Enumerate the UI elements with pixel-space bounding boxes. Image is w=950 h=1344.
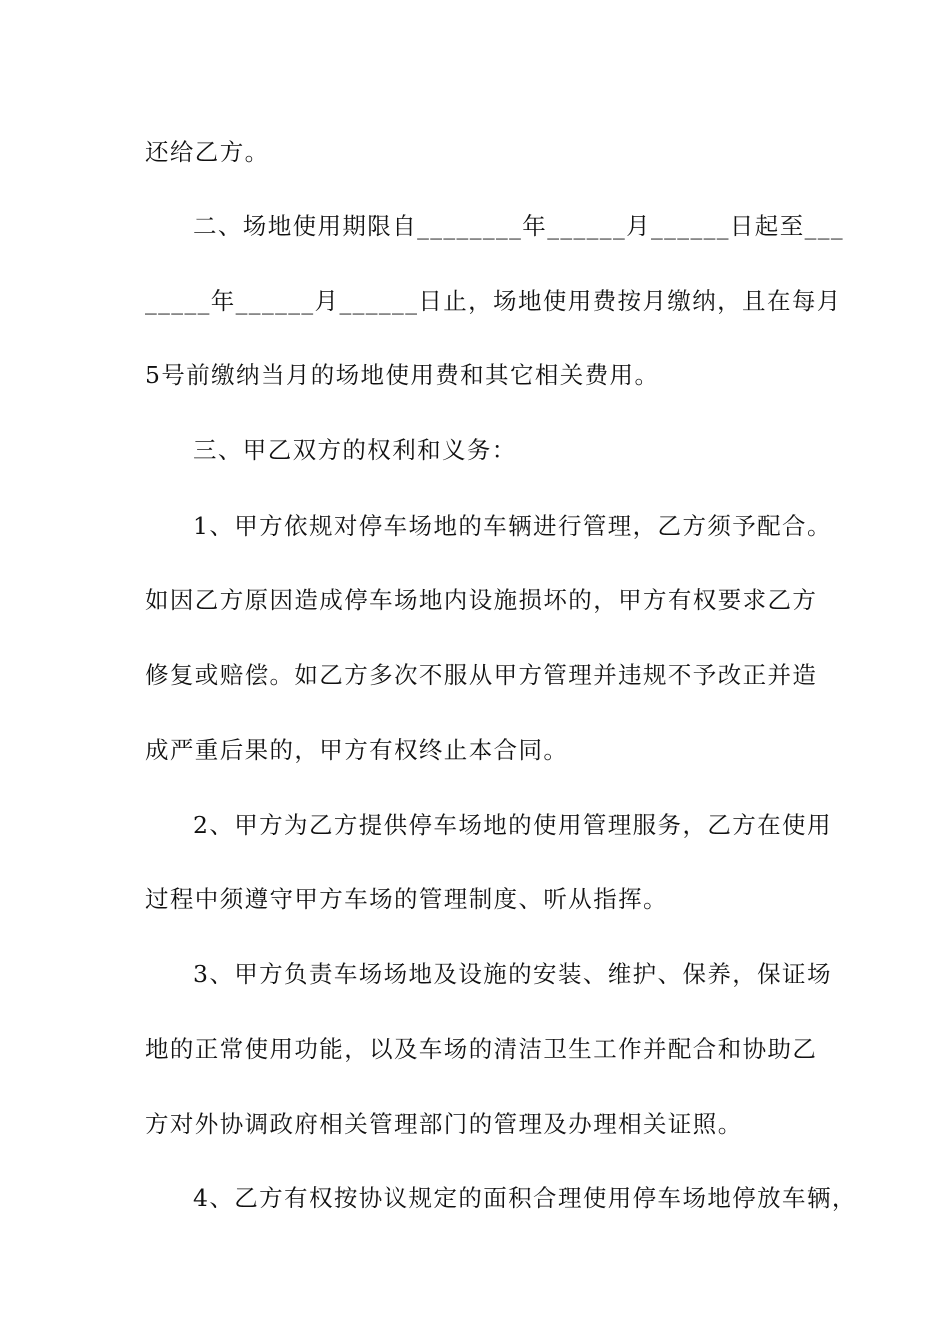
text-line: 方对外协调政府相关管理部门的管理及办理相关证照。: [145, 1110, 743, 1138]
text-line: 地的正常使用功能，以及车场的清洁卫生工作并配合和协助乙: [145, 1035, 818, 1063]
text-line: 1、甲方依规对停车场地的车辆进行管理，乙方须予配合。: [193, 512, 832, 540]
text-line: 5号前缴纳当月的场地使用费和其它相关费用。: [145, 361, 660, 389]
text-line: 还给乙方。: [145, 138, 270, 166]
text-line: 过程中须遵守甲方车场的管理制度、听从指挥。: [145, 885, 668, 913]
text-line: 2、甲方为乙方提供停车场地的使用管理服务，乙方在使用: [193, 811, 832, 839]
text-line: 修复或赔偿。如乙方多次不服从甲方管理并违规不予改正并造: [145, 661, 818, 689]
text-line: _____年______月______日止，场地使用费按月缴纳，且在每月: [145, 287, 842, 315]
text-line: 二、场地使用期限自________年______月______日起至___: [193, 212, 845, 240]
text-line: 4、乙方有权按协议规定的面积合理使用停车场地停放车辆，: [193, 1184, 857, 1212]
text-line: 3、甲方负责车场场地及设施的安装、维护、保养，保证场: [193, 960, 832, 988]
text-line: 三、甲乙双方的权利和义务：: [193, 436, 517, 464]
text-line: 成严重后果的，甲方有权终止本合同。: [145, 736, 569, 764]
text-line: 如因乙方原因造成停车场地内设施损坏的，甲方有权要求乙方: [145, 586, 818, 614]
